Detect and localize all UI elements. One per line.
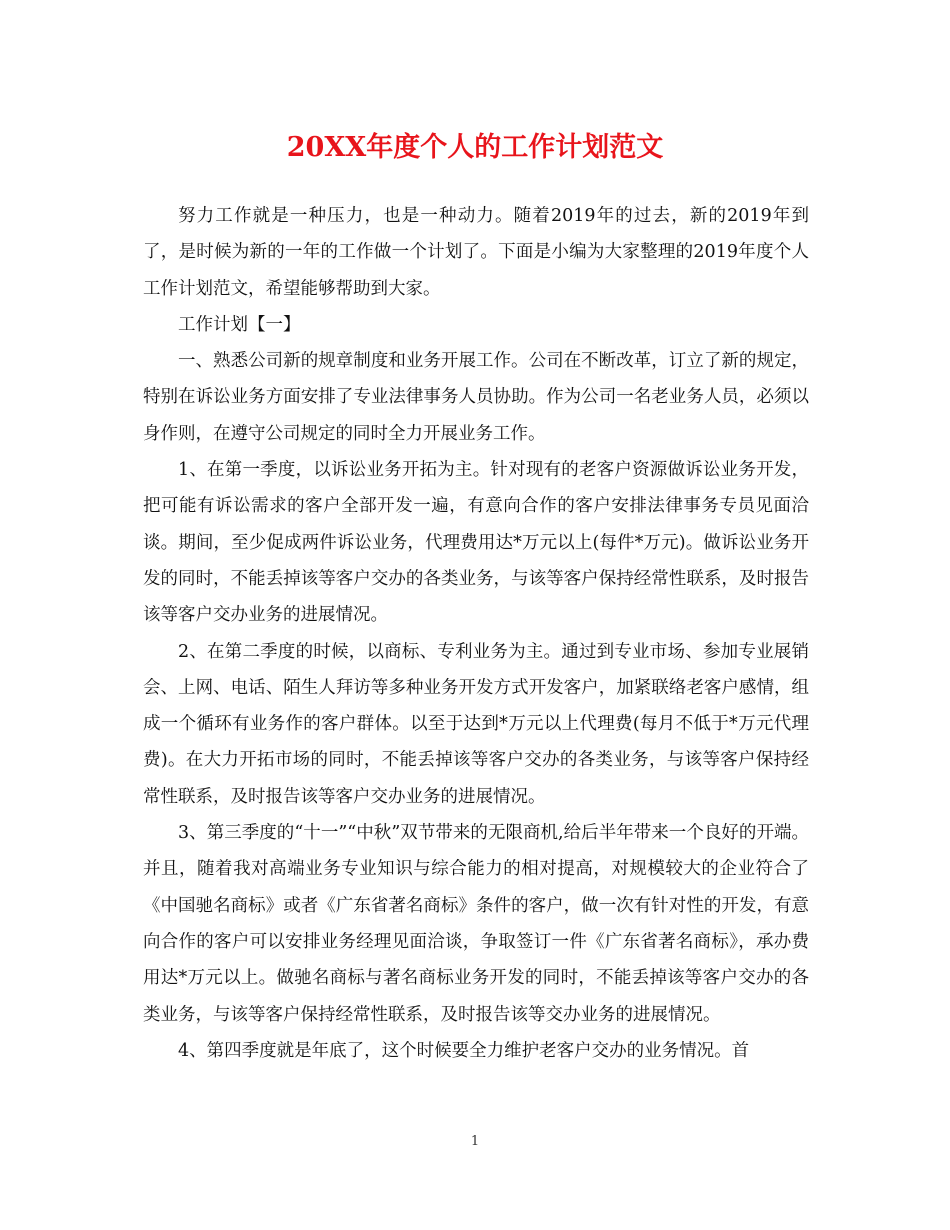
paragraph-intro: 努力工作就是一种压力，也是一种动力。随着2019年的过去，新的2019年到了，是时候为新的一年的工作做一个计划了。下面是小编为大家整理的2019年度个人工作计划范文，希望能够帮助到大家。 bbox=[143, 206, 809, 299]
paragraph-q2: 2、在第二季度的时候，以商标、专利业务为主。通过到专业市场、参加专业展销会、上网、电话、陌生人拜访等多种业务开发方式开发客户，加紧联络老客户感情，组成一个循环有业务作的客户群体。以至于达到*万元以上代理费(每月不低于*万元代理费)。在大力开拓市场的同时，不能丢掉该等客户交办的各类业务，与该等客户保持经常性联系，及时报告该等客户交办业务的进展情况。 bbox=[143, 641, 809, 807]
paragraph-q1: 1、在第一季度，以诉讼业务开拓为主。针对现有的老客户资源做诉讼业务开发，把可能有诉讼需求的客户全部开发一遍，有意向合作的客户安排法律事务专员见面洽谈。期间，至少促成两件诉讼业务，代理费用达*万元以上(每件*万元)。做诉讼业务开发的同时，不能丢掉该等客户交办的各类业务，与该等客户保持经常性联系，及时报告该等客户交办业务的进展情况。 bbox=[143, 460, 809, 626]
section-heading: 工作计划【一】 bbox=[178, 314, 301, 335]
document-body bbox=[143, 198, 809, 1069]
document-title: 20XX年度个人的工作计划范文 bbox=[286, 132, 664, 163]
paragraph-q4: 4、第四季度就是年底了，这个时候要全力维护老客户交办的业务情况。首 bbox=[178, 1040, 750, 1061]
paragraph-q3: 3、第三季度的“十一”“中秋”双节带来的无限商机,给后半年带来一个良好的开端。并且，随着我对高端业务专业知识与综合能力的相对提高，对规模较大的企业符合了《中国驰名商标》或者《广东省著名商标》条件的客户，做一次有针对性的开发，有意向合作的客户可以安排业务经理见面洽谈，争取签订一件《广东省著名商标》，承办费用达*万元以上。做驰名商标与著名商标业务开发的同时，不能丢掉该等客户交办的各类业务，与该等客户保持经常性联系，及时报告该等交办业务的进展情况。 bbox=[143, 823, 809, 1025]
page-number: 1 bbox=[470, 1134, 480, 1149]
paragraph-item-one: 一、熟悉公司新的规章制度和业务开展工作。公司在不断改革，订立了新的规定，特别在诉讼业务方面安排了专业法律事务人员协助。作为公司一名老业务人员，必须以身作则，在遵守公司规定的同时全力开展业务工作。 bbox=[143, 351, 809, 444]
